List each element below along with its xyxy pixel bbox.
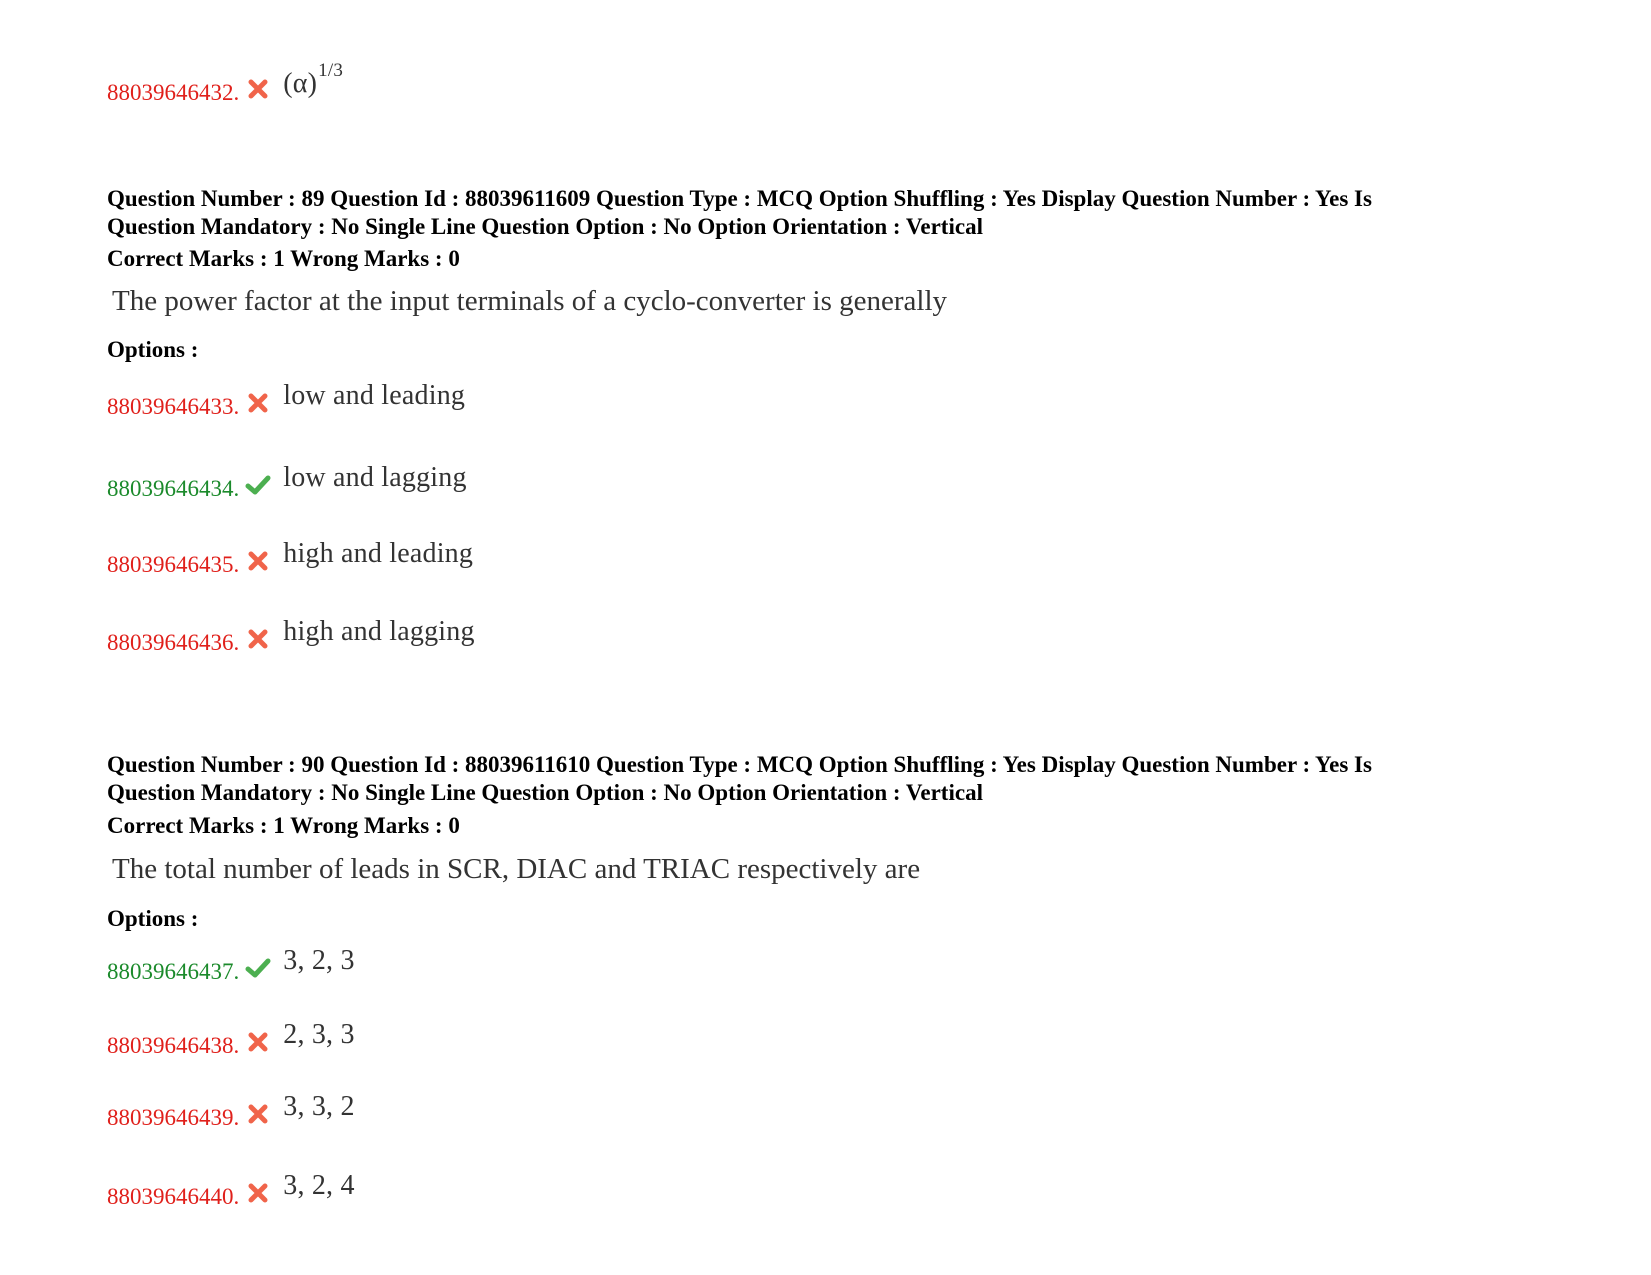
question-header-89 [107, 185, 1527, 241]
option-text [283, 60, 344, 100]
option-text: high and leading [283, 538, 474, 569]
option-row [107, 380, 466, 420]
question-header-90 [107, 751, 1527, 807]
question-text-89: The power factor at the input terminals of a cyclo-converter is generally [112, 285, 948, 317]
option-row-top [107, 60, 344, 106]
marks-info-89: Correct Marks : 1 Wrong Marks : 0 [107, 246, 460, 271]
cross-icon [245, 1101, 271, 1127]
option-row [107, 462, 467, 502]
option-id: 88039646439. [107, 1105, 240, 1130]
header-line-1: Question Number : 89 Question Id : 88039611609 Question Type : MCQ Option Shuffling : Yes Display Question Number : Yes Is [107, 186, 1372, 211]
options-label-89: Options : [107, 337, 199, 362]
option-text: high and lagging [283, 616, 475, 647]
option-id: 88039646434. [107, 476, 240, 501]
option-id: 88039646436. [107, 630, 240, 655]
option-id: 88039646432. [107, 80, 240, 105]
option-id: 88039646437. [107, 959, 240, 984]
options-label-90: Options : [107, 906, 199, 931]
cross-icon [245, 76, 271, 102]
option-text: 3, 2, 3 [283, 945, 355, 976]
header-line-1: Question Number : 90 Question Id : 88039611610 Question Type : MCQ Option Shuffling : Yes Display Question Number : Yes Is [107, 752, 1372, 777]
option-id: 88039646433. [107, 394, 240, 419]
cross-icon [245, 1029, 271, 1055]
cross-icon [245, 390, 271, 416]
cross-icon [245, 1180, 271, 1206]
check-icon [245, 472, 271, 498]
option-text: 3, 3, 2 [283, 1091, 355, 1122]
option-row [107, 616, 475, 656]
option-row [107, 538, 474, 578]
question-text-90: The total number of leads in SCR, DIAC and TRIAC respectively are [112, 853, 921, 885]
option-text: 2, 3, 3 [283, 1019, 355, 1050]
header-line-2: Question Mandatory : No Single Line Question Option : No Option Orientation : Vertical [107, 214, 983, 239]
option-id: 88039646440. [107, 1184, 240, 1209]
cross-icon [245, 626, 271, 652]
option-row [107, 1019, 355, 1059]
option-row [107, 1170, 355, 1210]
math-base: (α) [283, 68, 318, 99]
header-line-2: Question Mandatory : No Single Line Question Option : No Option Orientation : Vertical [107, 780, 983, 805]
option-row [107, 945, 355, 985]
marks-info-90: Correct Marks : 1 Wrong Marks : 0 [107, 813, 460, 838]
option-text: 3, 2, 4 [283, 1170, 355, 1201]
option-text: low and lagging [283, 462, 467, 493]
option-id: 88039646435. [107, 552, 240, 577]
math-superscript: 1/3 [318, 60, 344, 81]
option-text: low and leading [283, 380, 466, 411]
option-id: 88039646438. [107, 1033, 240, 1058]
check-icon [245, 955, 271, 981]
cross-icon [245, 548, 271, 574]
option-row [107, 1091, 355, 1131]
